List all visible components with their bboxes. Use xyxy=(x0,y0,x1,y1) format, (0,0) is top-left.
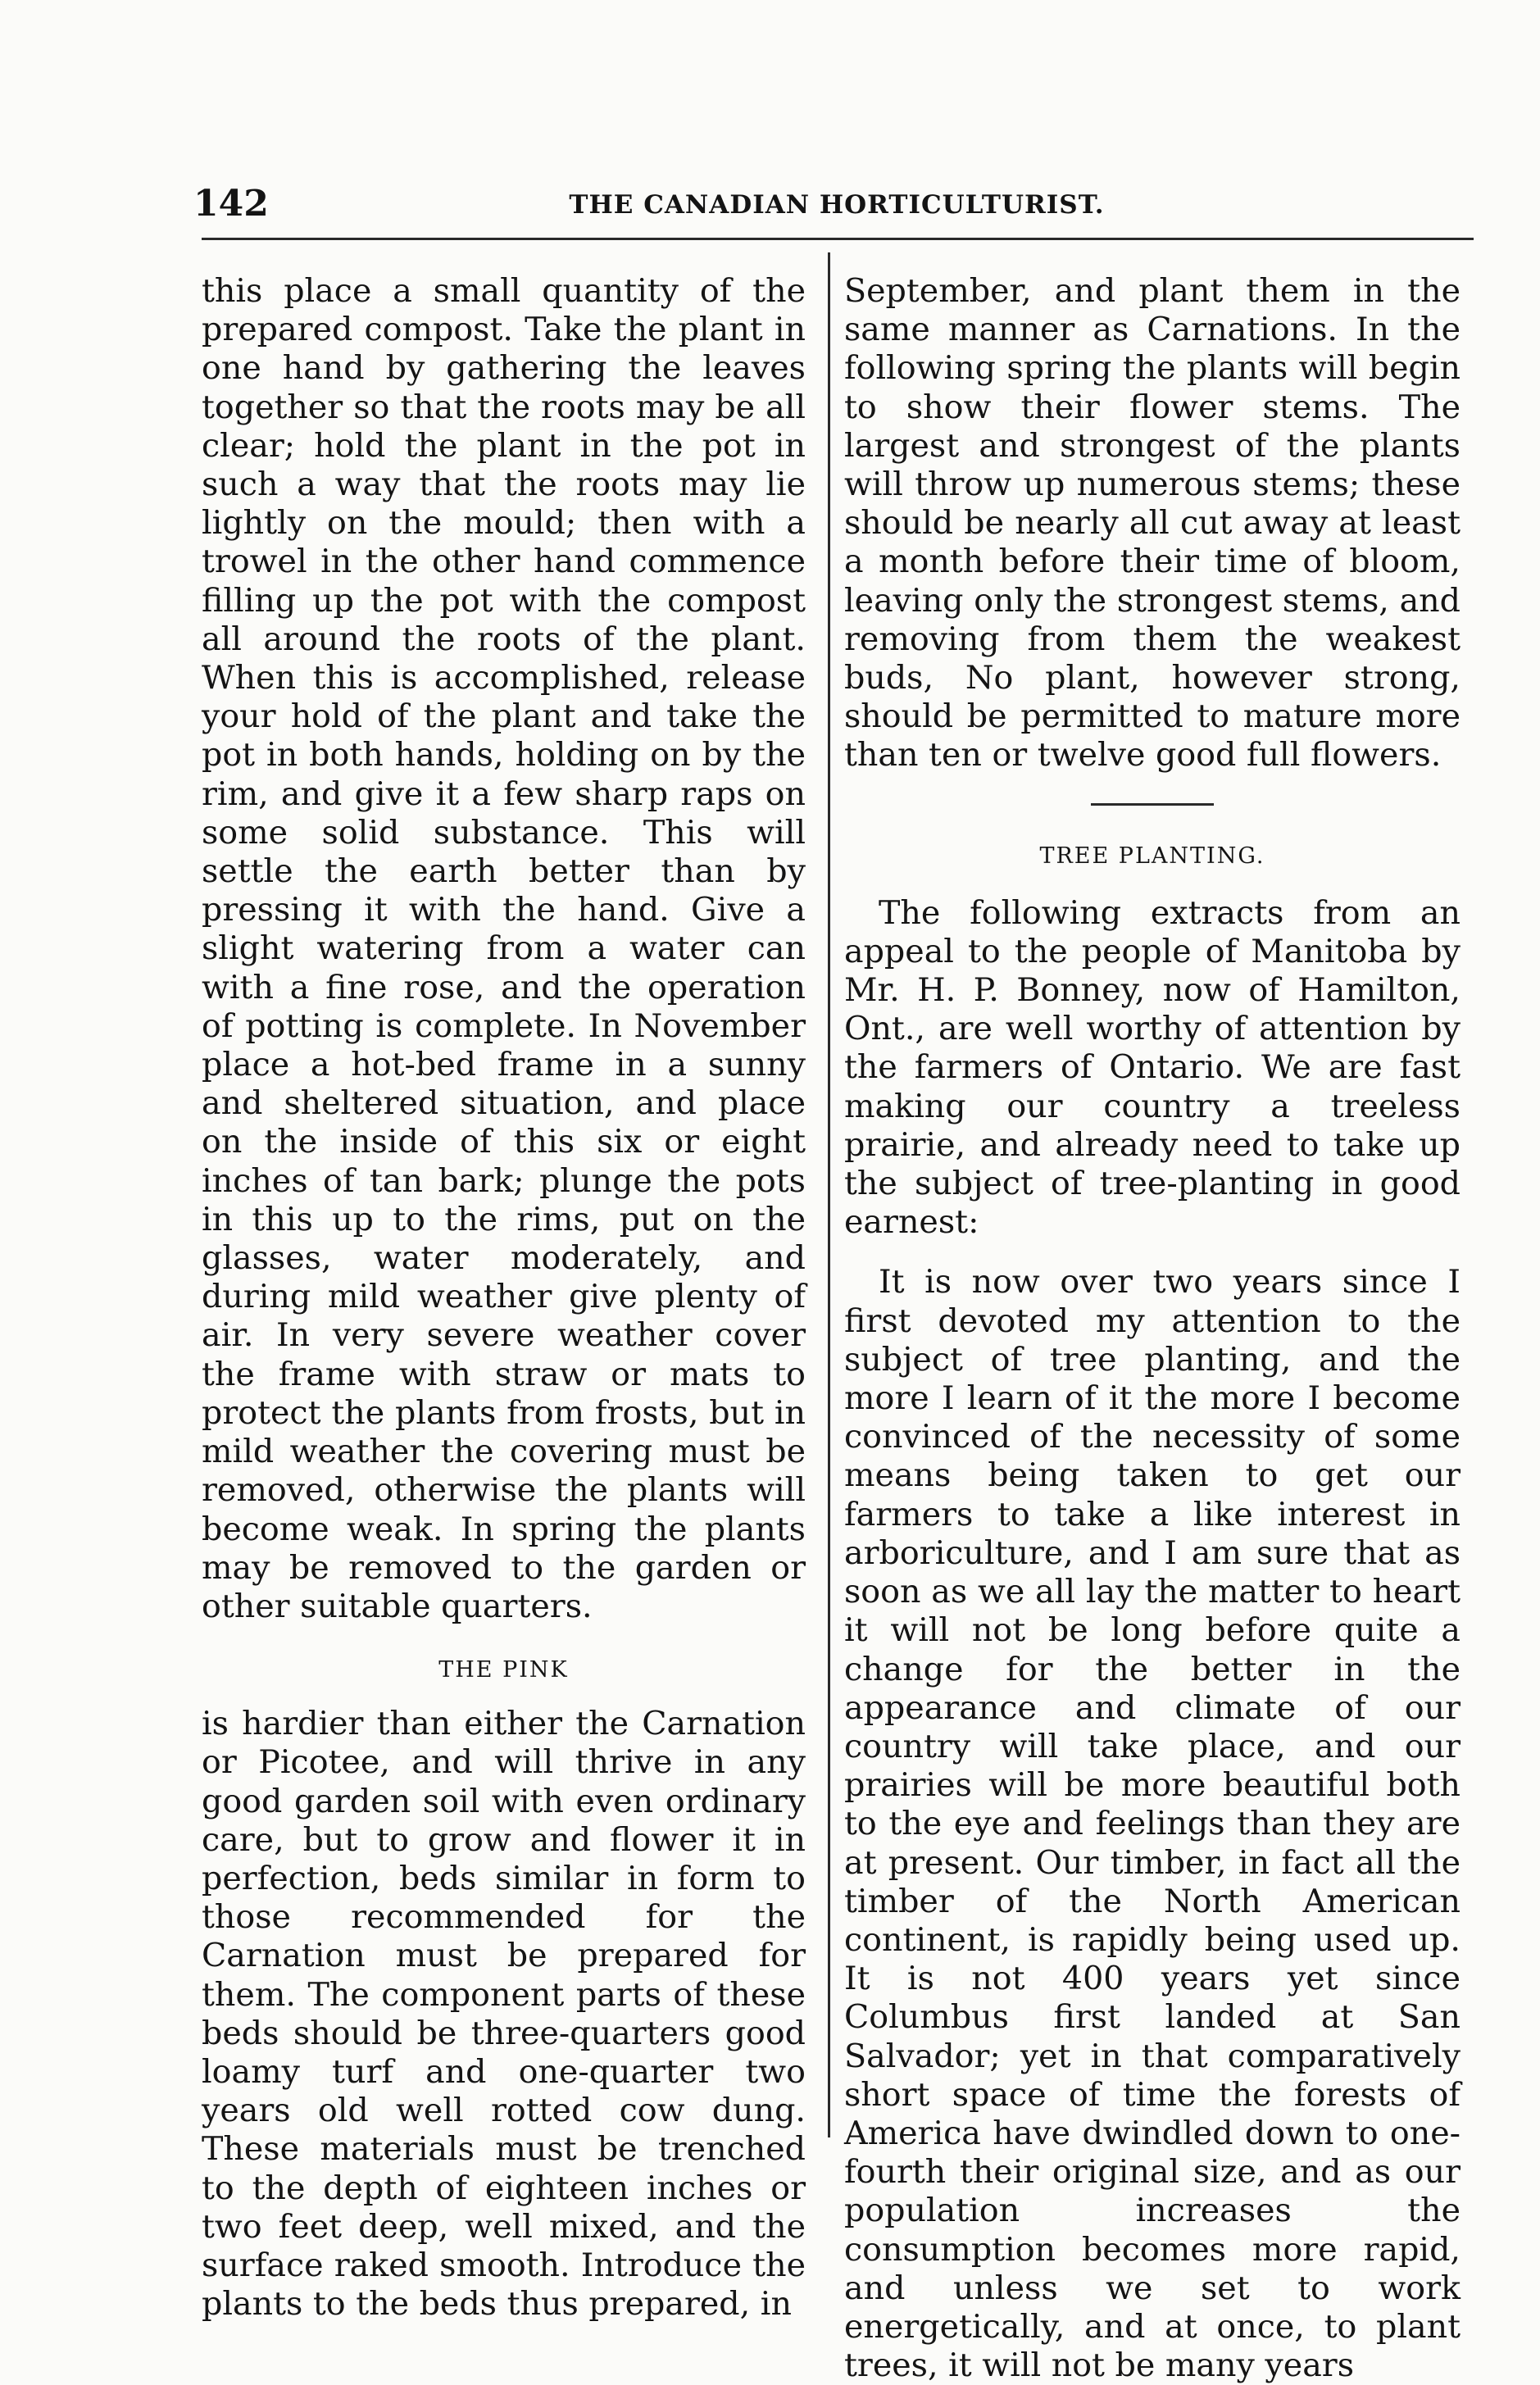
right-paragraph-continuation: September, and plant them in the same manner as Carnations. In the following spring the plants will begin to show their flower stems. The largest and strongest of the plants will throw up numerous stems; these should be nearly all cut away at least a month before their time of bloom, leaving only the strongest stems, and removing from them the weakest buds, No plant, however strong, should be permitted to mature more than ten or twelve good full flowers. xyxy=(844,272,1461,775)
left-paragraph-continuation: this place a small quantity of the prepared compost. Take the plant in one hand by gathering the leaves together so that the roots may be all clear; hold the plant in the pot in such a way that the roots may lie lightly on the mould; then with a trowel in the other hand commence filling up the pot with the compost all around the roots of the plant. When this is accomplished, release your hold of the plant and take the pot in both hands, holding on by the rim, and give it a few sharp raps on some solid substance. This will settle the earth better than by pressing it with the hand. Give a slight watering from a water can with a fine rose, and the operation of potting is complete. In November place a hot-bed frame in a sunny and sheltered situation, and place on the inside of this six or eight inches of tan bark; plunge the pots in this up to the rims, put on the glasses, water moderately, and during mild weather give plenty of air. In very severe weather cover the frame with straw or mats to protect the plants from frosts, but in mild weather the covering must be removed, otherwise the plants will become weak. In spring the plants may be removed to the garden or other suitable quarters. xyxy=(202,272,806,1625)
header-rule xyxy=(202,238,1474,240)
page-number: 142 xyxy=(193,183,269,225)
section-title-the-pink: THE PINK xyxy=(438,1657,569,1683)
right-column xyxy=(844,272,1461,2385)
page-header xyxy=(193,179,1480,228)
running-title: THE CANADIAN HORTICULTURIST. xyxy=(569,190,1105,220)
column-divider xyxy=(828,252,830,2137)
right-paragraph-intro: The following extracts from an appeal to the people of Manitoba by Mr. H. P. Bonney, now of Hamilton, Ont., are well worthy of attention by the farmers of Ontario. We are fast making our country a treeless prairie, and already need to take up the subject of tree-planting in good earnest: xyxy=(844,893,1461,1242)
left-paragraph-pink: is hardier than either the Carnation or Picotee, and will thrive in any good garden soil with even ordinary care, but to grow and flower it in perfection, beds similar in form to those recommended for the Carnation must be prepared for them. The component parts of these beds should be three-quarters good loamy turf and one-quarter two years old well rotted cow dung. These materials must be trenched to the depth of eighteen inches or two feet deep, well mixed, and the surface raked smooth. Introduce the plants to the beds thus prepared, in xyxy=(202,1705,806,2324)
right-paragraph-quote: It is now over two years since I first devoted my attention to the subject of tree planting, and the more I learn of it the more I become convinced of the necessity of some means being taken to get our farmers to take a like interest in arboriculture, and I am sure that as soon as we all lay the matter to heart it will not be long before quite a change for the better in the appearance and climate of our country will take place, and our prairies will be more beautiful both to the eye and feelings than they are at present. Our timber, in fact all the timber of the North American continent, is rapidly being used up. It is not 400 years yet since Columbus first landed at San Salvador; yet in that comparatively short space of time the forests of America have dwindled down to one-fourth their original size, and as our population increases the consumption becomes more rapid, and unless we set to work energetically, and at once, to plant trees, it will not be many years xyxy=(844,1263,1461,2385)
section-rule xyxy=(1091,803,1214,806)
left-column xyxy=(202,272,806,2324)
section-title-tree-planting: TREE PLANTING. xyxy=(1039,843,1265,869)
